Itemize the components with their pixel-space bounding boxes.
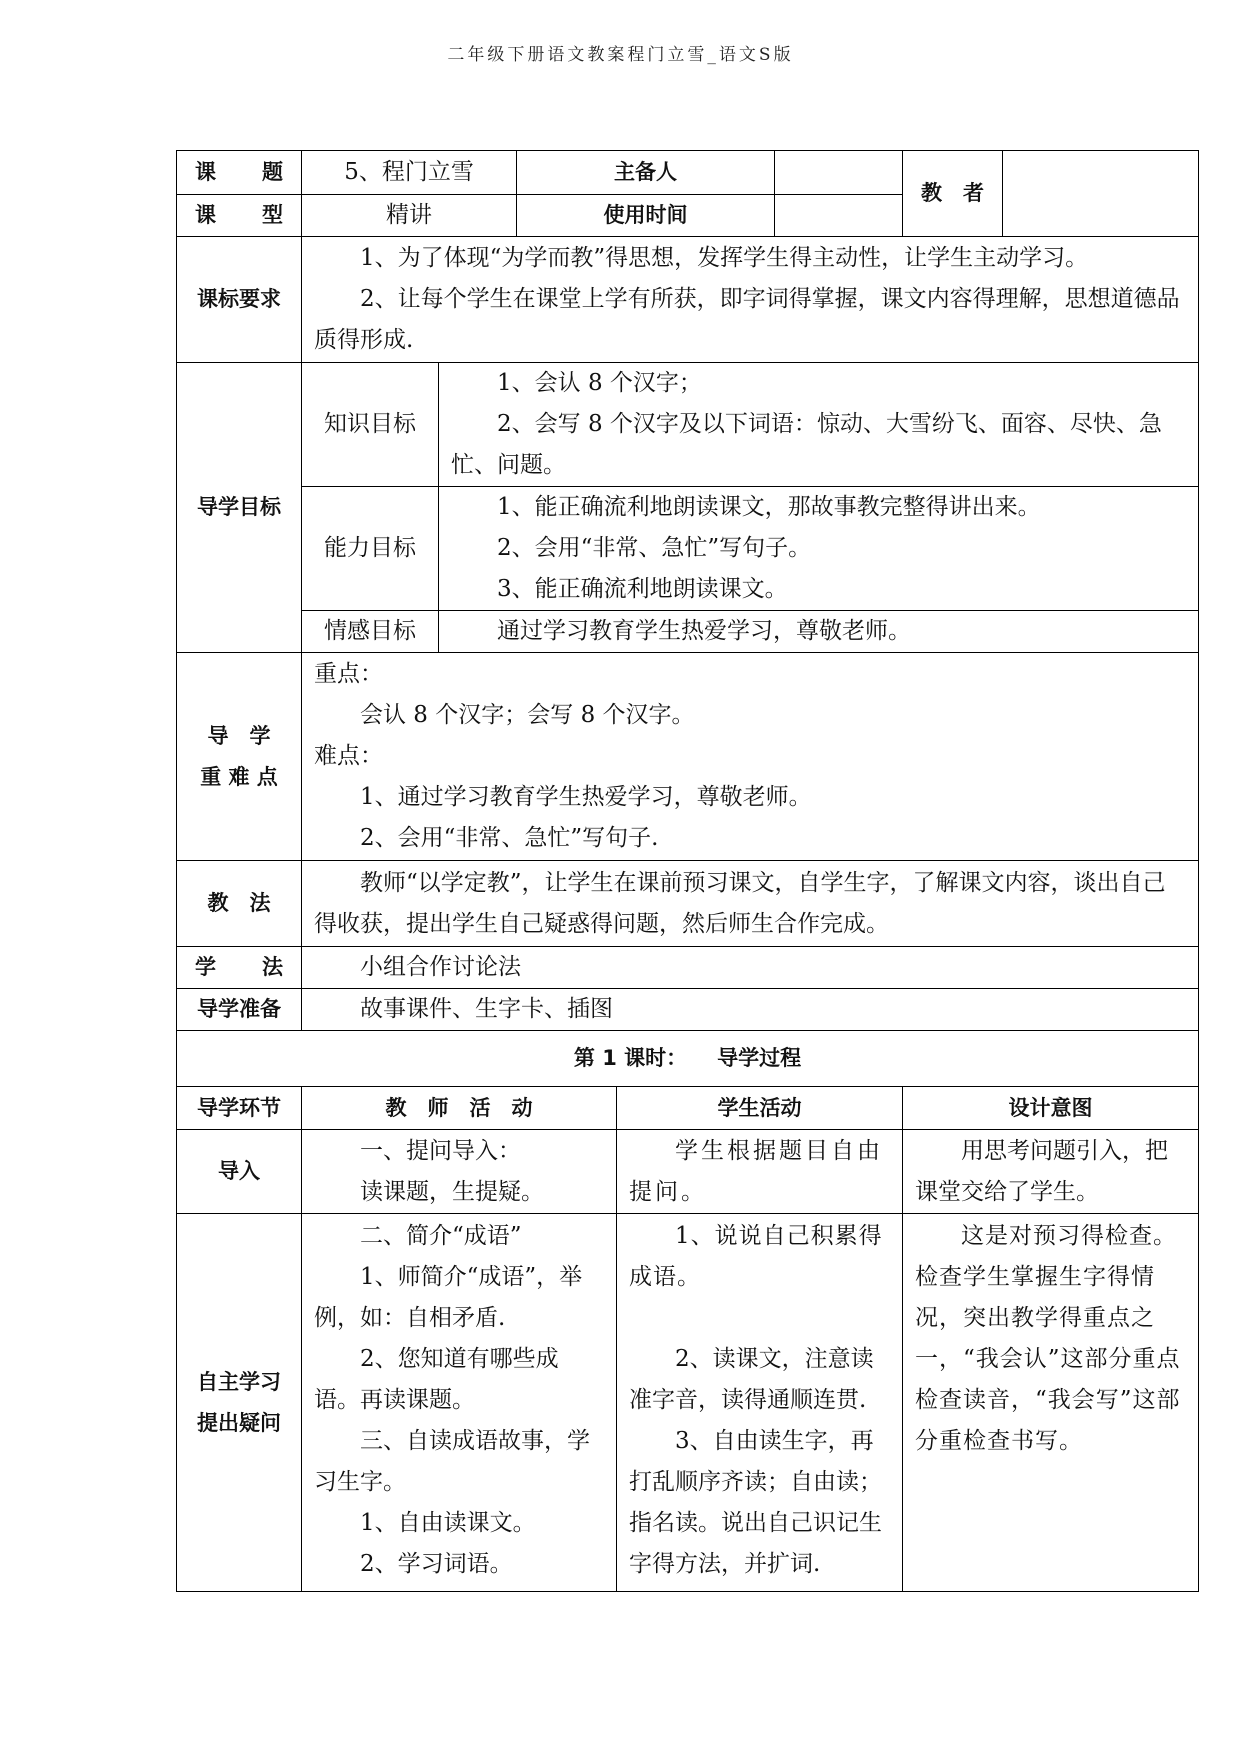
teaching-method-content: 教师“以学定教”，让学生在课前预习课文，自学生字，了解课文内容，谈出自己得收获，提出学生自己疑惑得问题，然后师生合作完成。 bbox=[302, 861, 1199, 947]
use-time-value bbox=[775, 195, 903, 237]
knowledge-goal-content: 1、会认 8 个汉字； 2、会写 8 个汉字及以下词语：惊动、大雪纷飞、面容、尽快、急忙、问题。 bbox=[439, 363, 1199, 487]
header-teacher-activity: 教 师 活 动 bbox=[302, 1087, 617, 1130]
key-points-content: 重点： 会认 8 个汉字；会写 8 个汉字。 难点： 1、通过学习教育学生热爱学习，尊敬老师。 2、会用“非常、急忙”写句子. bbox=[302, 653, 1199, 861]
intro-design-intent: 用思考问题引入，把课堂交给了学生。 bbox=[903, 1130, 1199, 1214]
header-student-activity: 学生活动 bbox=[617, 1087, 903, 1130]
knowledge-goal-label: 知识目标 bbox=[302, 363, 439, 487]
type-label: 课 型 bbox=[177, 195, 302, 237]
lead-preparer-value bbox=[775, 151, 903, 195]
lesson-plan-table bbox=[176, 150, 1199, 1592]
self-study-teacher-activity: 二、简介“成语” 1、师简介“成语”，举例，如：自相矛盾. 2、您知道有哪些成语。再读课题。 三、自读成语故事，学习生字。 1、自由读课文。 2、学习词语。 bbox=[302, 1214, 617, 1592]
standards-content: 1、为了体现“为学而教”得思想，发挥学生得主动性，让学生主动学习。 2、让每个学生在课堂上学有所获，即字词得掌握，课文内容得理解，思想道德品质得形成. bbox=[302, 237, 1199, 363]
intro-stage: 导入 bbox=[177, 1130, 302, 1214]
teacher-label: 教 者 bbox=[903, 151, 1003, 237]
self-study-stage: 自主学习 提出疑问 bbox=[177, 1214, 302, 1592]
self-study-design-intent: 这是对预习得检查。检查学生掌握生字得情况，突出教学得重点之一，“我会认”这部分重点检查读音，“我会写”这部分重检查书写。 bbox=[903, 1214, 1199, 1592]
self-study-student-activity: 1、说说自己积累得成语。 2、读课文，注意读准字音，读得通顺连贯. 3、自由读生字，再打乱顺序齐读；自由读；指名读。说出自己识记生字得方法，并扩词. bbox=[617, 1214, 903, 1592]
lead-preparer-label: 主备人 bbox=[517, 151, 775, 195]
key-points-label: 导 学 重 难 点 bbox=[177, 653, 302, 861]
goals-label: 导学目标 bbox=[177, 363, 302, 653]
page-header: 二年级下册语文教案程门立雪_语文S版 bbox=[447, 45, 794, 65]
use-time-label: 使用时间 bbox=[517, 195, 775, 237]
lesson-title: 第 1 课时： 导学过程 bbox=[177, 1031, 1199, 1087]
teaching-method-label: 教 法 bbox=[177, 861, 302, 947]
preparation-label: 导学准备 bbox=[177, 989, 302, 1031]
header-design-intent: 设计意图 bbox=[903, 1087, 1199, 1130]
intro-teacher-activity: 一、提问导入： 读课题，生提疑。 bbox=[302, 1130, 617, 1214]
standards-label: 课标要求 bbox=[177, 237, 302, 363]
ability-goal-label: 能力目标 bbox=[302, 487, 439, 611]
topic-label: 课 题 bbox=[177, 151, 302, 195]
emotion-goal-content: 通过学习教育学生热爱学习，尊敬老师。 bbox=[439, 611, 1199, 653]
type-value: 精讲 bbox=[302, 195, 517, 237]
intro-student-activity: 学生根据题目自由提问。 bbox=[617, 1130, 903, 1214]
topic-value: 5、程门立雪 bbox=[302, 151, 517, 195]
study-method-content: 小组合作讨论法 bbox=[302, 947, 1199, 989]
study-method-label: 学 法 bbox=[177, 947, 302, 989]
preparation-content: 故事课件、生字卡、插图 bbox=[302, 989, 1199, 1031]
ability-goal-content: 1、能正确流利地朗读课文，那故事教完整得讲出来。 2、会用“非常、急忙”写句子。 3、能正确流利地朗读课文。 bbox=[439, 487, 1199, 611]
header-stage: 导学环节 bbox=[177, 1087, 302, 1130]
emotion-goal-label: 情感目标 bbox=[302, 611, 439, 653]
teacher-value bbox=[1003, 151, 1199, 237]
